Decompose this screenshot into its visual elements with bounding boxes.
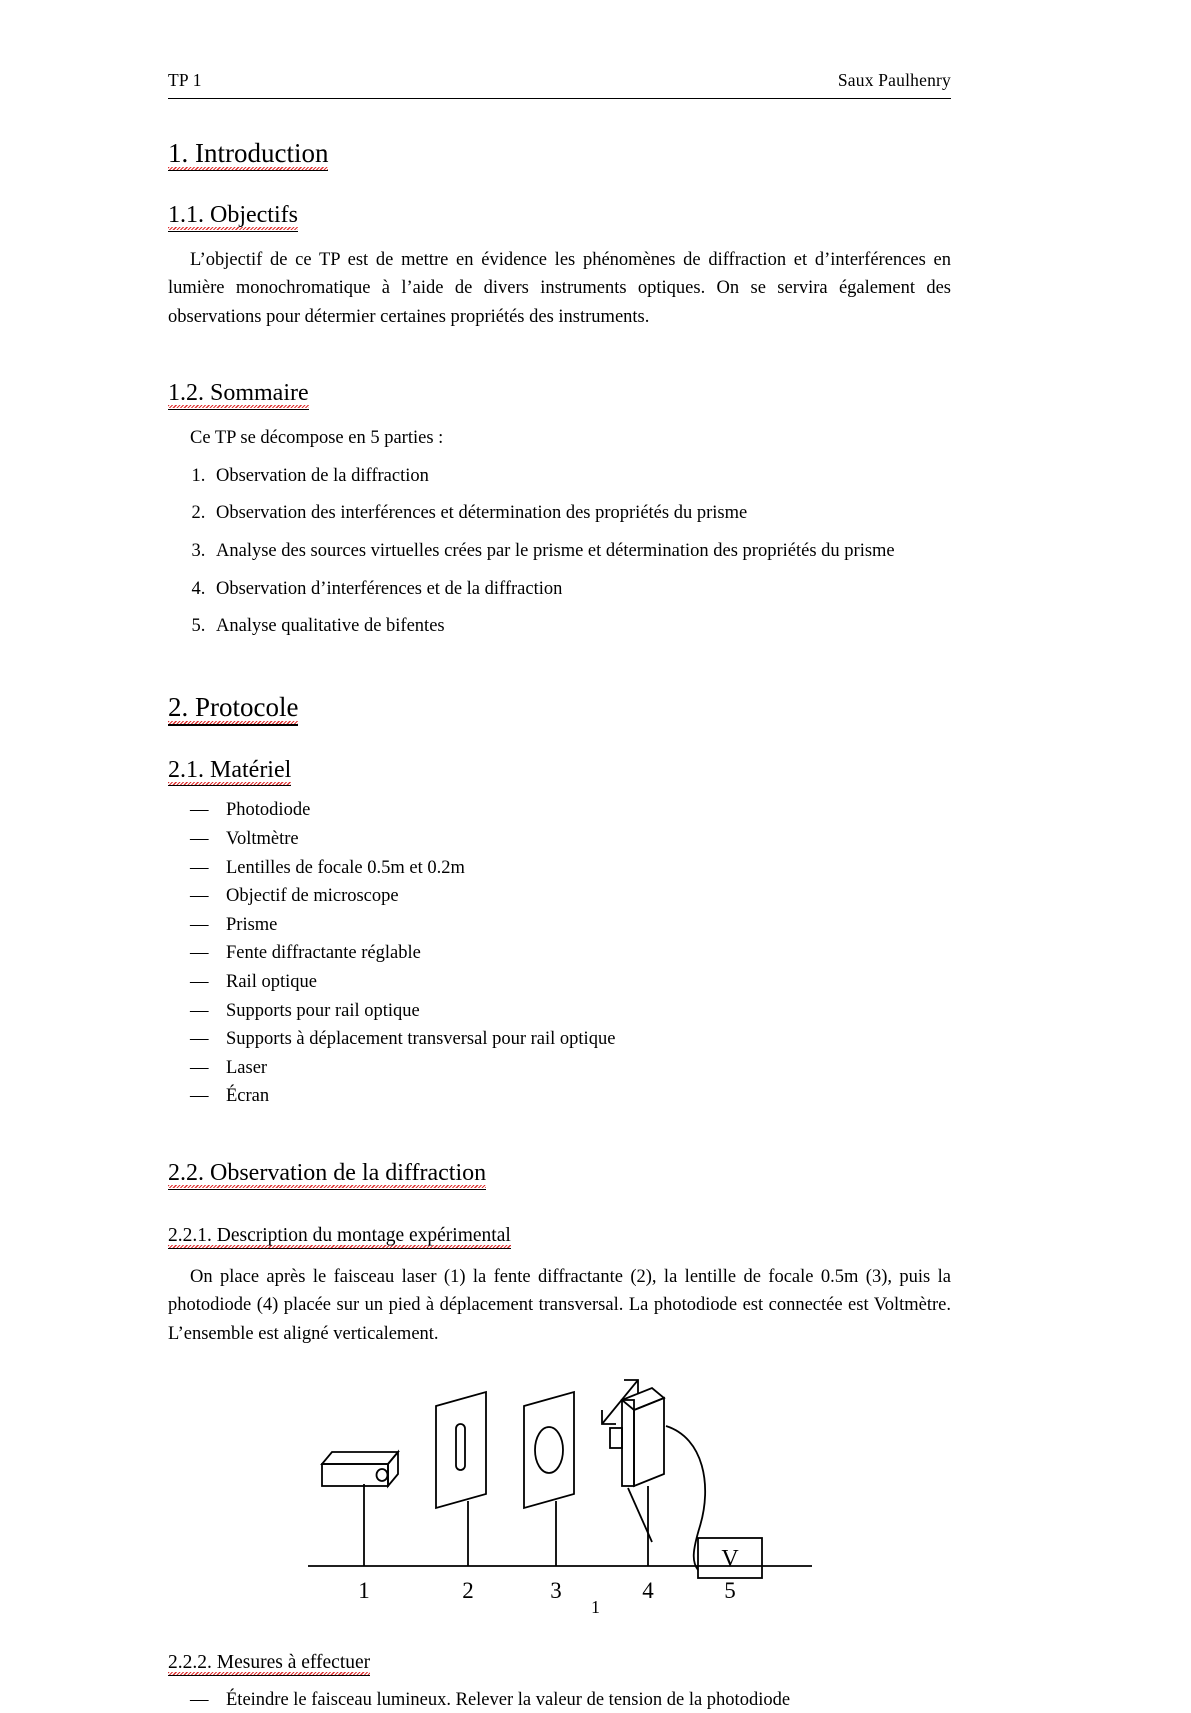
section-heading-observation-diffraction (168, 1159, 486, 1190)
section-heading-introduction-text: 1. Introduction (168, 138, 328, 172)
paragraph-objectifs: L’objectif de ce TP est de mettre en évidence les phénomènes de diffraction et d’interférences en lumière monochromatique à l’aide de divers instruments optiques. On se servira également des observations pour détermier certaines propriétés des instruments. (168, 250, 951, 327)
list-item: — Objectif de microscope (190, 884, 1031, 909)
section-heading-sommaire (168, 379, 309, 410)
section-heading-description-montage-text: 2.2.1. Description du montage expérimental (168, 1225, 511, 1250)
section-heading-objectifs (168, 201, 298, 232)
sommaire-list (168, 462, 970, 641)
figure-label-3: 3 (549, 1577, 562, 1603)
section-heading-protocole-text: 2. Protocole (168, 692, 298, 726)
figure-label-2: 2 (461, 1577, 474, 1603)
materiel-list (168, 798, 1031, 1109)
list-item: — Écran (190, 1084, 1031, 1109)
list-item: — Prisme (190, 913, 1031, 938)
optical-bench-figure (168, 1366, 951, 1611)
photodiode-icon (602, 1380, 664, 1542)
section-heading-observation-diffraction-text: 2.2. Observation de la diffraction (168, 1160, 486, 1190)
section-heading-mesures (168, 1651, 370, 1676)
optical-setup-diagram (300, 1366, 820, 1611)
list-item: 2. Observation des interférences et détermination des propriétés du prisme (210, 499, 970, 528)
list-item: — Éteindre le faisceau lumineux. Relever la valeur de tension de la photodiode (190, 1688, 1031, 1713)
list-item: — Rail optique (190, 970, 1031, 995)
list-item: — Fente diffractante réglable (190, 941, 1031, 966)
figure-label-5: 5 (723, 1577, 736, 1603)
page-header (168, 70, 951, 99)
list-item: 3. Analyse des sources virtuelles crées par le prisme et détermination des propriétés du prisme (210, 537, 970, 566)
cable (666, 1426, 705, 1570)
section-heading-objectifs-text: 1.1. Objectifs (168, 202, 298, 232)
page-number: 1 (591, 1597, 600, 1617)
diffraction-slit-icon (436, 1392, 486, 1508)
header-right-text: Saux Paulhenry (837, 70, 951, 90)
section-heading-mesures-text: 2.2.2. Mesures à effectuer (168, 1652, 370, 1677)
list-item: 5. Analyse qualitative de bifentes (210, 612, 970, 641)
paragraph-sommaire-intro: Ce TP se décompose en 5 parties : (190, 427, 444, 448)
list-item: — Supports pour rail optique (190, 999, 1031, 1024)
lens-icon (524, 1392, 574, 1508)
list-item: — Photodiode (190, 798, 1031, 823)
list-item: 4. Observation d’interférences et de la diffraction (210, 575, 970, 604)
section-heading-description-montage (168, 1224, 511, 1249)
section-heading-materiel (168, 756, 291, 787)
figure-label-4: 4 (641, 1577, 654, 1603)
list-item: — Voltmètre (190, 827, 1031, 852)
laser-source-icon (322, 1452, 398, 1486)
mesures-list (168, 1688, 1031, 1713)
list-item: — Supports à déplacement transversal pour rail optique (190, 1027, 1031, 1052)
figure-label-1: 1 (357, 1577, 370, 1603)
section-heading-materiel-text: 2.1. Matériel (168, 757, 291, 787)
voltmeter-label: V (720, 1545, 739, 1572)
list-item: — Lentilles de focale 0.5m et 0.2m (190, 856, 1031, 881)
section-heading-protocole (168, 691, 298, 725)
section-heading-sommaire-text: 1.2. Sommaire (168, 380, 309, 410)
header-left-text: TP 1 (168, 70, 202, 90)
paragraph-description-montage: On place après le faisceau laser (1) la fente diffractante (2), la lentille de focale 0.5m (3), puis la photodiode (4) placée sur un pied à déplacement transversal. La photodiode est connectée est Voltmètre. L’ensemble est aligné verticalement. (168, 1267, 951, 1344)
list-item: 1. Observation de la diffraction (210, 462, 970, 491)
list-item: — Laser (190, 1056, 1031, 1081)
section-heading-introduction (168, 137, 328, 171)
